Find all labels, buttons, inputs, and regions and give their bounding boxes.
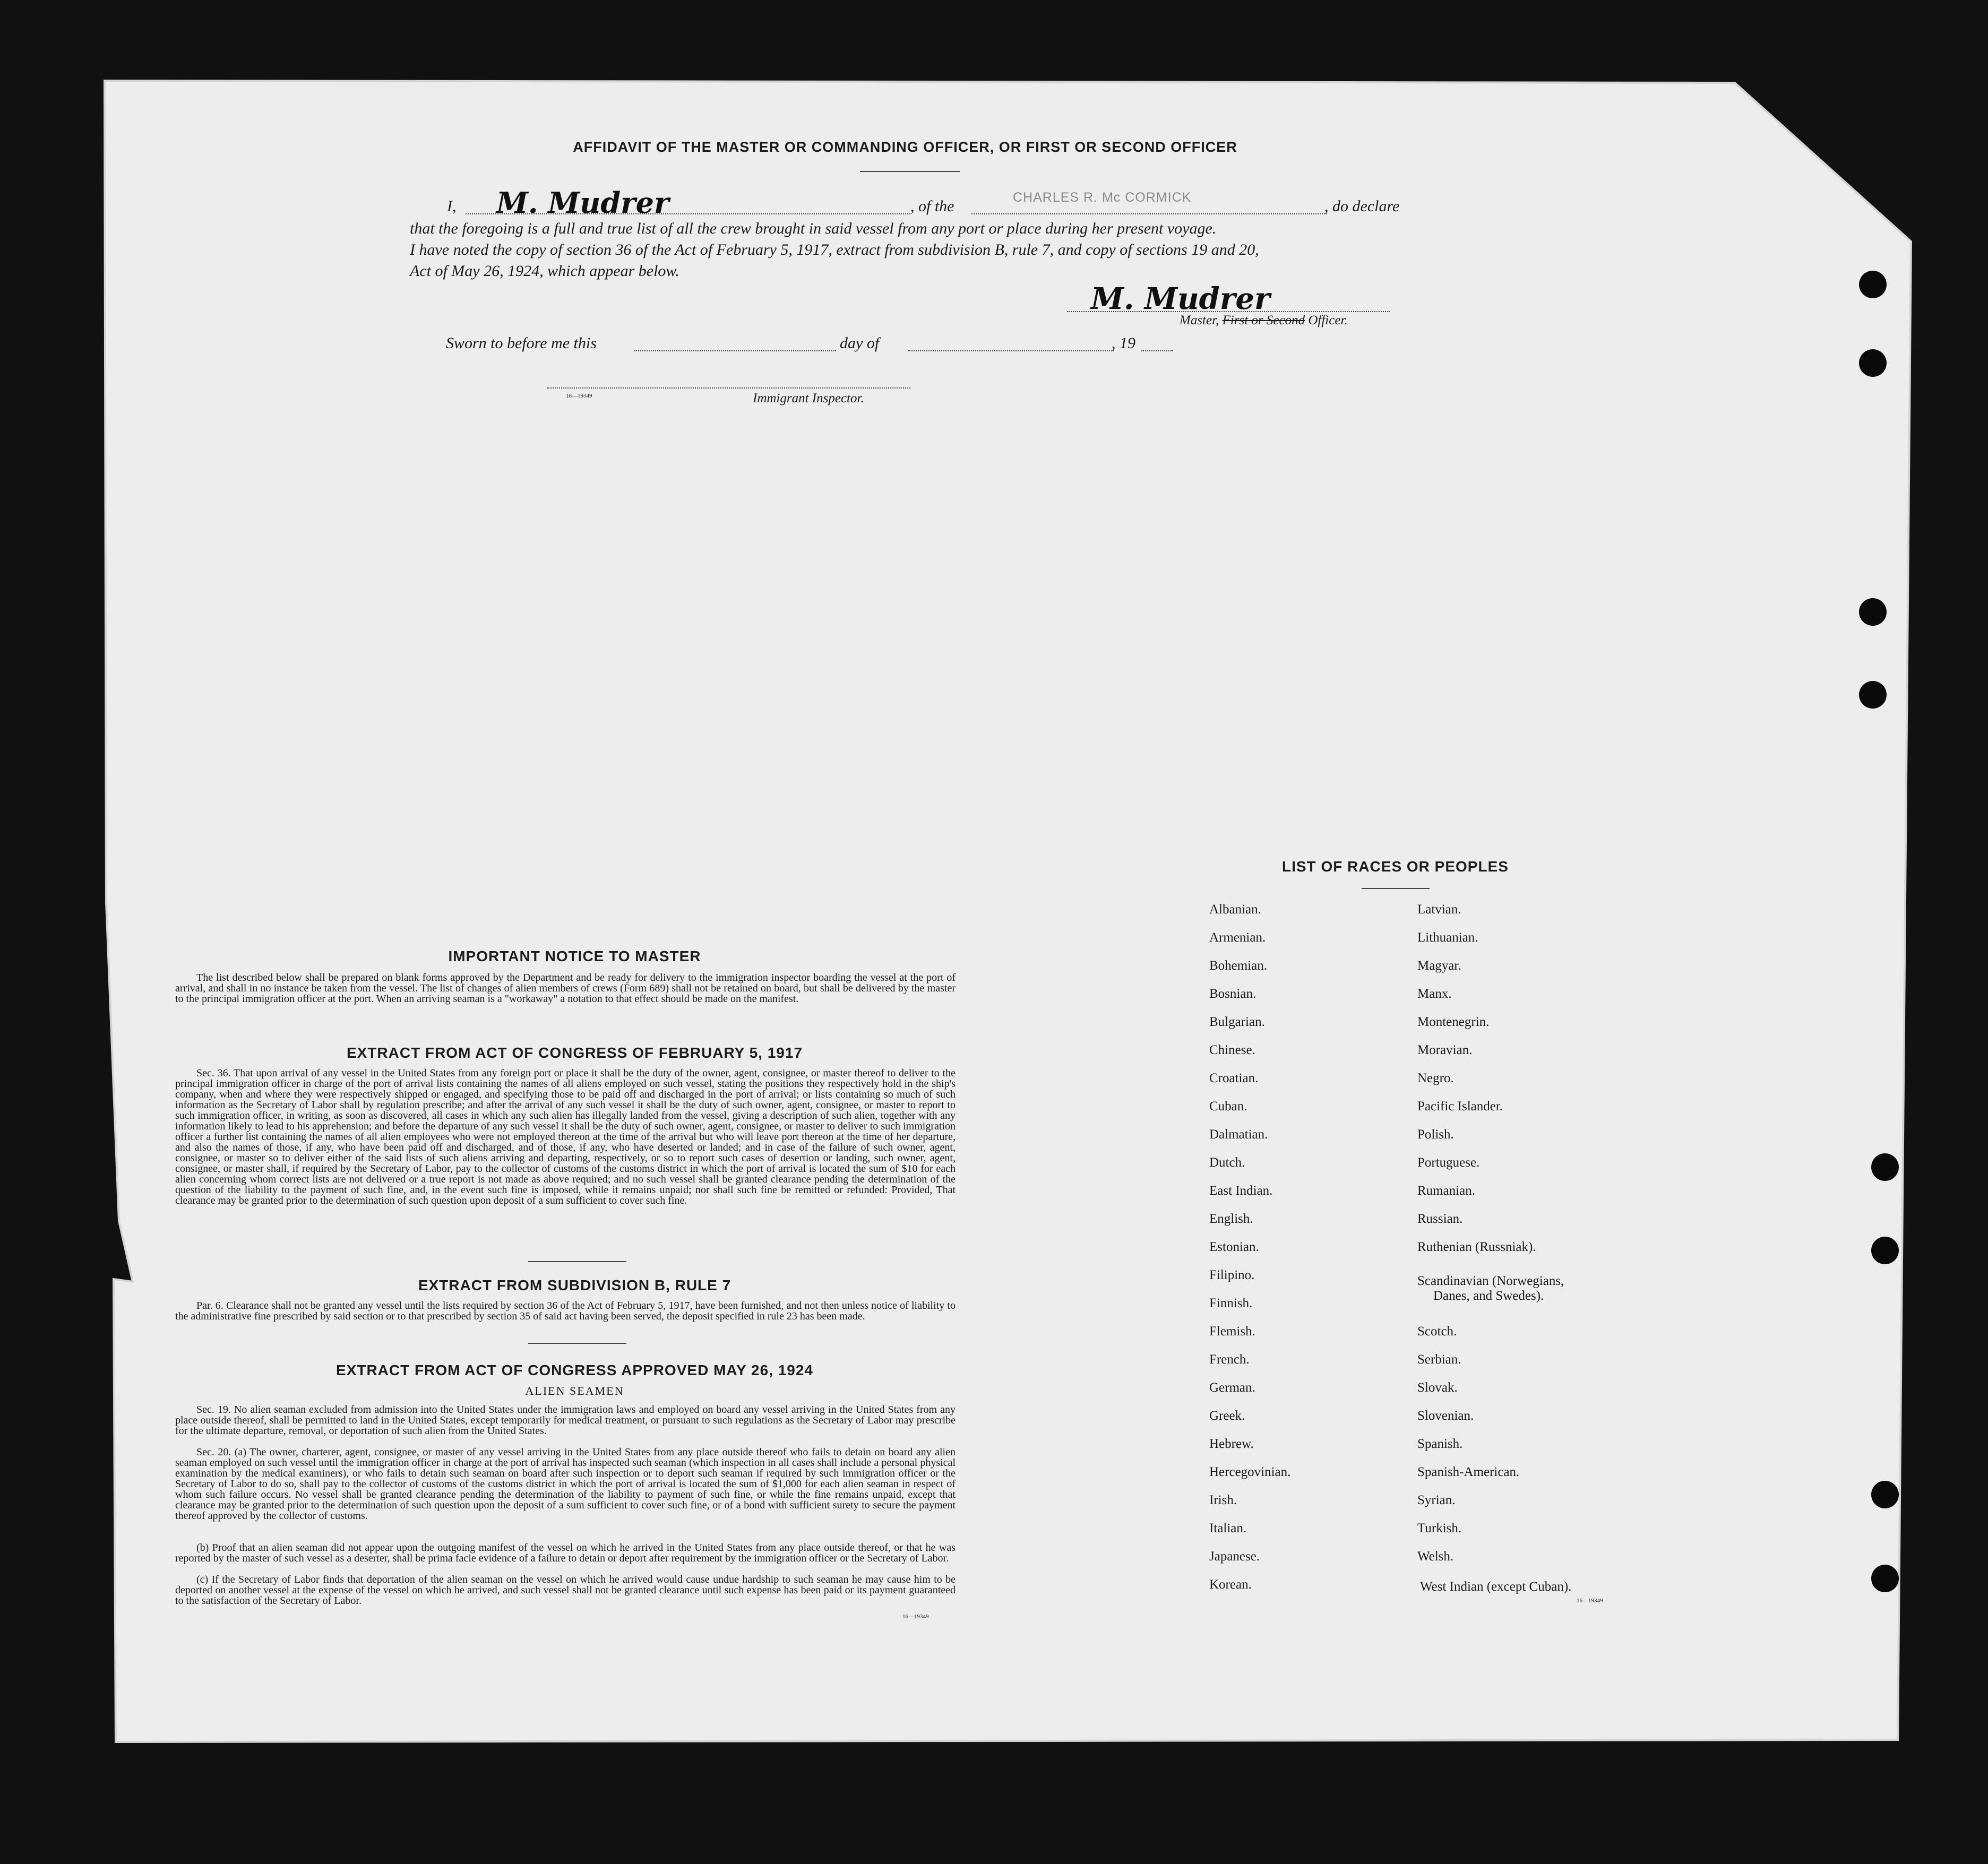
race-item: Russian. xyxy=(1417,1212,1463,1226)
race-item: Negro. xyxy=(1417,1071,1454,1085)
punch-hole xyxy=(1871,1481,1899,1508)
role-struck: First or Second xyxy=(1222,313,1305,327)
officer-role-line xyxy=(1180,313,1348,328)
race-item: Bulgarian. xyxy=(1209,1015,1265,1029)
day-of-label: day of xyxy=(840,334,880,352)
form-number: 16—19349 xyxy=(902,1613,929,1620)
race-item: Lithuanian. xyxy=(1417,930,1478,945)
punch-hole xyxy=(1859,271,1887,298)
extract-1917-text: Sec. 36. That upon arrival of any vessel in the United States from any foreign port or place it shall be the duty of the owner, agent, consignee, or master thereof to deliver to the principal immigration officer in charge of the port of arrival lists containing the names of all aliens employed on such vessel, stating the positions they respectively hold in the ship's company, when and where they were respectively shipped or engaged, and specifying those to be paid off and discharged in the port of arrival; or lists containing so much of such information as the Secretary of Labor shall by regulation prescribe; and after the arrival of any such vessel it shall be the duty of such owner, agent, consignee, or master to report to such immigration officer, in writing, as soon as discovered, all cases in which any such alien has illegally landed from the vessel, giving a description of such alien, together with any information likely to lead to his apprehension; and before the departure of any such vessel it shall be the duty of such owner, agent, consignee, or master to deliver to such immigration officer a further list containing the names of all alien employees who were not employed thereon at the time of the arrival but who will leave port thereon at the time of her departure, and also the names of those, if any, who have been paid off and discharged, and of those, if any, who have deserted or landed; and in case of the failure of such owner, agent, consignee, or master so to deliver either of the said lists of such aliens arriving and departing, respectively, or so to report such cases of desertion or landing, such owner, agent, consignee, or master shall, if required by the Secretary of Labor, pay to the collector of customs of the customs district in which the port of arrival is located the sum of $10 for each alien concerning whom correct lists are not delivered or a true report is not made as above required; and no such vessel shall be granted clearance pending the determination of the question of the liability to the payment of such fine, and, in the event such fine is imposed, while it remains unpaid; nor shall such fine be remitted or refunded: Provided, That clearance may be granted prior to the determination of such question upon deposit of a sum sufficient to cover such fine. xyxy=(175,1067,956,1206)
race-item: Ruthenian (Russniak). xyxy=(1417,1240,1536,1254)
race-item: East Indian. xyxy=(1209,1184,1273,1198)
race-item: Turkish. xyxy=(1417,1521,1462,1535)
race-item: Dalmatian. xyxy=(1209,1127,1268,1142)
race-item: Welsh. xyxy=(1417,1549,1454,1564)
affidavit-line-4: Act of May 26, 1924, which appear below. xyxy=(410,262,679,280)
race-item: Spanish. xyxy=(1417,1437,1463,1451)
race-item: Flemish. xyxy=(1209,1324,1255,1339)
role-officer: Officer. xyxy=(1308,313,1348,327)
race-item: Scotch. xyxy=(1417,1324,1457,1339)
divider-rule xyxy=(528,1343,626,1344)
race-item: Polish. xyxy=(1417,1127,1454,1142)
i-label: I, xyxy=(447,197,457,215)
race-item: Estonian. xyxy=(1209,1240,1259,1254)
alien-seamen-subtitle: ALIEN SEAMEN xyxy=(525,1384,624,1397)
race-item: Bohemian. xyxy=(1209,959,1268,973)
title-rule xyxy=(860,171,960,172)
race-item: Hercegovinian. xyxy=(1209,1465,1291,1479)
extract-1924-title: EXTRACT FROM ACT OF CONGRESS APPROVED MAY 26, 1924 xyxy=(336,1362,813,1378)
affidavit-title: AFFIDAVIT OF THE MASTER OR COMMANDING OFFICER, OR FIRST OR SECOND OFFICER xyxy=(573,139,1237,155)
race-item: Slovak. xyxy=(1417,1380,1458,1395)
race-item: Japanese. xyxy=(1209,1549,1260,1564)
race-item: West Indian (except Cuban). xyxy=(1420,1580,1572,1594)
notice-text: The list described below shall be prepared on blank forms approved by the Department and be ready for delivery to the immigration inspector boarding the vessel at the port of arrival, and shall in no instance be taken from the vessel. The list of changes of alien members of crews (Form 689) shall not be retained on board, but shall be delivered by the master to the principal immigration officer at the port. When an arriving seaman is a "workaway" a notation to that effect should be made on the manifest. xyxy=(175,972,956,1005)
inspector-label: Immigrant Inspector. xyxy=(753,391,864,405)
sec-20a-text: Sec. 20. (a) The owner, charterer, agent, consignee, or master of any vessel arriving in the United States from any place outside thereof who fails to detain on board any alien seaman employed on such vessel until the immigration officer in charge at the port of arrival has inspected such seaman (which inspection in all cases shall include a personal physical examination by the medical examiners), or who fails to detain such seaman on board after such inspection or to deport such seaman if required by such immigration officer or the Secretary of Labor to do so, shall pay to the collector of customs of the customs district in which the port of arrival is located the sum of $1,000 for each alien seaman in respect of whom such failure occurs. No vessel shall be granted clearance pending the determination of the liability to payment of such fine, or while the fine remains unpaid, except that clearance may be granted prior to the determination of such question upon the deposit of a sum sufficient to cover such fine, or of a bond with sufficient surety to secure the payment thereof approved by the collector of customs. xyxy=(175,1446,956,1522)
race-item: Filipino. xyxy=(1209,1268,1255,1282)
sworn-month-line xyxy=(908,350,1114,351)
race-item: Hebrew. xyxy=(1209,1437,1254,1451)
race-item: German. xyxy=(1209,1380,1255,1395)
signature-line xyxy=(1067,311,1390,312)
race-item: Italian. xyxy=(1209,1521,1247,1535)
punch-hole xyxy=(1871,1565,1899,1592)
race-item: Korean. xyxy=(1209,1577,1252,1592)
race-item: Scandinavian (Norwegians, xyxy=(1417,1274,1564,1288)
affidavit-line-2: that the foregoing is a full and true list of all the crew brought in said vessel from any port or place during her present voyage. xyxy=(410,220,1217,237)
declare-label: , do declare xyxy=(1324,197,1400,215)
sec-19-text: Sec. 19. No alien seaman excluded from admission into the United States under the immigration laws and employed on board any vessel arriving in the United States from any place outside thereof, shall be permitted to land in the United States, except temporarily for medical treatment, or pursuant to such regulations as the Secretary of Labor may prescribe for the ultimate departure, removal, or deportation of such alien from the United States. xyxy=(175,1404,956,1437)
race-item: Rumanian. xyxy=(1417,1184,1476,1198)
master-signature: M. Mudrer xyxy=(1091,281,1270,316)
race-item: Moravian. xyxy=(1417,1043,1473,1057)
race-item: Bosnian. xyxy=(1209,987,1257,1001)
punch-hole xyxy=(1859,681,1887,709)
race-item: Armenian. xyxy=(1209,930,1266,945)
of-label: , of the xyxy=(910,197,954,215)
vessel-field-line xyxy=(971,213,1327,214)
races-title-rule xyxy=(1362,888,1430,889)
race-item: Portuguese. xyxy=(1417,1155,1480,1170)
vessel-name-stamp: CHARLES R. Mc CORMICK xyxy=(1013,190,1192,205)
race-item: Albanian. xyxy=(1209,902,1261,917)
form-number: 16—19349 xyxy=(566,393,592,399)
race-item: Montenegrin. xyxy=(1417,1015,1490,1029)
race-item: Serbian. xyxy=(1417,1352,1461,1367)
subdivision-text: Par. 6. Clearance shall not be granted any vessel until the lists required by section 36 of the Act of February 5, 1917, have been furnished, and not then unless notice of liability to the administrative fine prescribed by said section or to that prescribed by section 35 of said act having been served, the deposit specified in rule 23 has been made. xyxy=(175,1300,956,1322)
sworn-year-line xyxy=(1141,350,1173,351)
race-item: Chinese. xyxy=(1209,1043,1255,1057)
race-item: Pacific Islander. xyxy=(1417,1099,1503,1114)
race-item: Dutch. xyxy=(1209,1155,1245,1170)
race-item: English. xyxy=(1209,1212,1253,1226)
sworn-label: Sworn to before me this xyxy=(446,334,597,352)
extract-1917-title: EXTRACT FROM ACT OF CONGRESS OF FEBRUARY 5, 1917 xyxy=(346,1045,803,1061)
punch-hole xyxy=(1871,1237,1899,1264)
race-item: Croatian. xyxy=(1209,1071,1259,1085)
race-item: Magyar. xyxy=(1417,959,1461,973)
sworn-day-line xyxy=(634,350,836,351)
affidavit-line-3: I have noted the copy of section 36 of the Act of February 5, 1917, extract from subdivision B, rule 7, and copy of sections 19 and 20, xyxy=(410,241,1259,258)
race-item: Manx. xyxy=(1417,987,1452,1001)
punch-hole xyxy=(1859,598,1887,626)
signer-name-field: M. Mudrer xyxy=(496,186,669,220)
inspector-signature-line xyxy=(547,387,910,389)
role-master: Master, xyxy=(1180,313,1219,327)
notice-title: IMPORTANT NOTICE TO MASTER xyxy=(448,948,701,964)
race-item-continuation: Danes, and Swedes). xyxy=(1433,1289,1544,1303)
race-item: Latvian. xyxy=(1417,902,1461,917)
race-item: Syrian. xyxy=(1417,1493,1456,1507)
race-item: French. xyxy=(1209,1352,1250,1367)
punch-hole xyxy=(1859,349,1887,377)
race-item: Spanish-American. xyxy=(1417,1465,1520,1479)
subdivision-title: EXTRACT FROM SUBDIVISION B, RULE 7 xyxy=(418,1277,731,1293)
race-item: Finnish. xyxy=(1209,1296,1253,1310)
year-label: , 19 xyxy=(1112,334,1135,352)
sec-20b-text: (b) Proof that an alien seaman did not appear upon the outgoing manifest of the vessel on which he arrived in the United States from any place outside thereof, or that he was reported by the master of such vessel as a deserter, shall be prima facie evidence of a failure to detain or deport after requirement by the immigration officer or the Secretary of Labor. xyxy=(175,1542,956,1564)
race-item: Cuban. xyxy=(1209,1099,1247,1114)
races-title: LIST OF RACES OR PEOPLES xyxy=(1282,858,1509,875)
form-number: 16—19349 xyxy=(1577,1598,1603,1604)
divider-rule xyxy=(528,1261,626,1262)
race-item: Slovenian. xyxy=(1417,1409,1474,1423)
sec-20c-text: (c) If the Secretary of Labor finds that deportation of the alien seaman on the vessel on which he arrived would cause undue hardship to such seaman he may cause him to be deported on another vessel at the expense of the vessel on which he arrived, and such vessel shall not be granted clearance until such expense has been paid or its payment guaranteed to the satisfaction of the Secretary of Labor. xyxy=(175,1574,956,1607)
punch-hole xyxy=(1871,1153,1899,1181)
race-item: Greek. xyxy=(1209,1409,1245,1423)
race-item: Irish. xyxy=(1209,1493,1237,1507)
